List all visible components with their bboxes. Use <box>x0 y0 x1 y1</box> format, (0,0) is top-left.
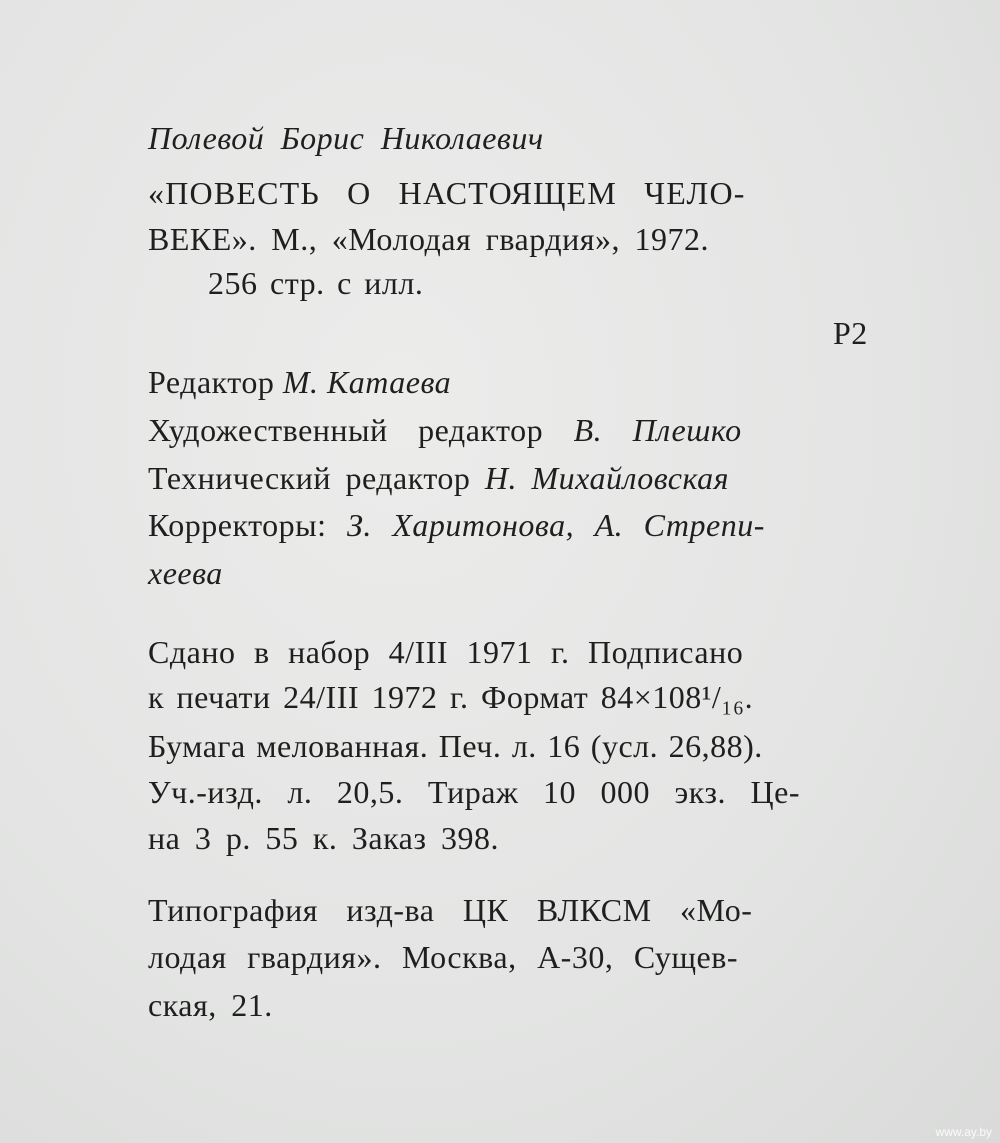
imprint-line-5: на 3 р. 55 к. Заказ 398. <box>148 820 500 856</box>
art-editor-name: В. Плешко <box>573 412 742 448</box>
editor-role: Редактор <box>148 364 283 400</box>
printer-line-2: лодая гвардия». Москва, А-30, Сущев- <box>148 939 738 975</box>
proofreaders-role: Корректоры: <box>148 507 348 543</box>
printer-line-1: Типография изд-ва ЦК ВЛКСМ «Мо- <box>148 892 753 928</box>
page-count: 256 стр. с илл. <box>208 265 424 301</box>
classification-code: Р2 <box>833 315 868 351</box>
imprint-line-4: Уч.-изд. л. 20,5. Тираж 10 000 экз. Це- <box>148 774 800 810</box>
proofreaders-names: З. Харитонова, А. Стрепи- <box>347 507 765 543</box>
book-title-line-1: «ПОВЕСТЬ О НАСТОЯЩЕМ ЧЕЛО- <box>148 175 746 211</box>
imprint-line-1: Сдано в набор 4/III 1971 г. Подписано <box>148 634 744 670</box>
proofreaders-names-continued: хеева <box>148 555 223 591</box>
tech-editor-name: Н. Михайловская <box>484 460 730 496</box>
tech-editor-credit <box>148 458 729 498</box>
printer-line-3: ская, 21. <box>148 987 273 1023</box>
editor-name: М. Катаева <box>282 364 452 400</box>
tech-editor-role: Технический редактор <box>148 460 485 496</box>
proofreaders-credit <box>148 505 765 545</box>
book-title-line-2: ВЕКЕ». М., «Молодая гвардия», 1972. <box>148 221 709 257</box>
editor-credit <box>148 362 451 402</box>
site-watermark: www.ay.by <box>935 1125 992 1139</box>
imprint-line-2: к печати 24/III 1972 г. Формат 84×108¹/₁₆. <box>148 679 754 715</box>
imprint-line-3: Бумага мелованная. Печ. л. 16 (усл. 26,88). <box>148 728 763 764</box>
author-name: Полевой Борис Николаевич <box>148 120 544 156</box>
art-editor-credit <box>148 410 742 450</box>
art-editor-role: Художественный редактор <box>148 412 574 448</box>
